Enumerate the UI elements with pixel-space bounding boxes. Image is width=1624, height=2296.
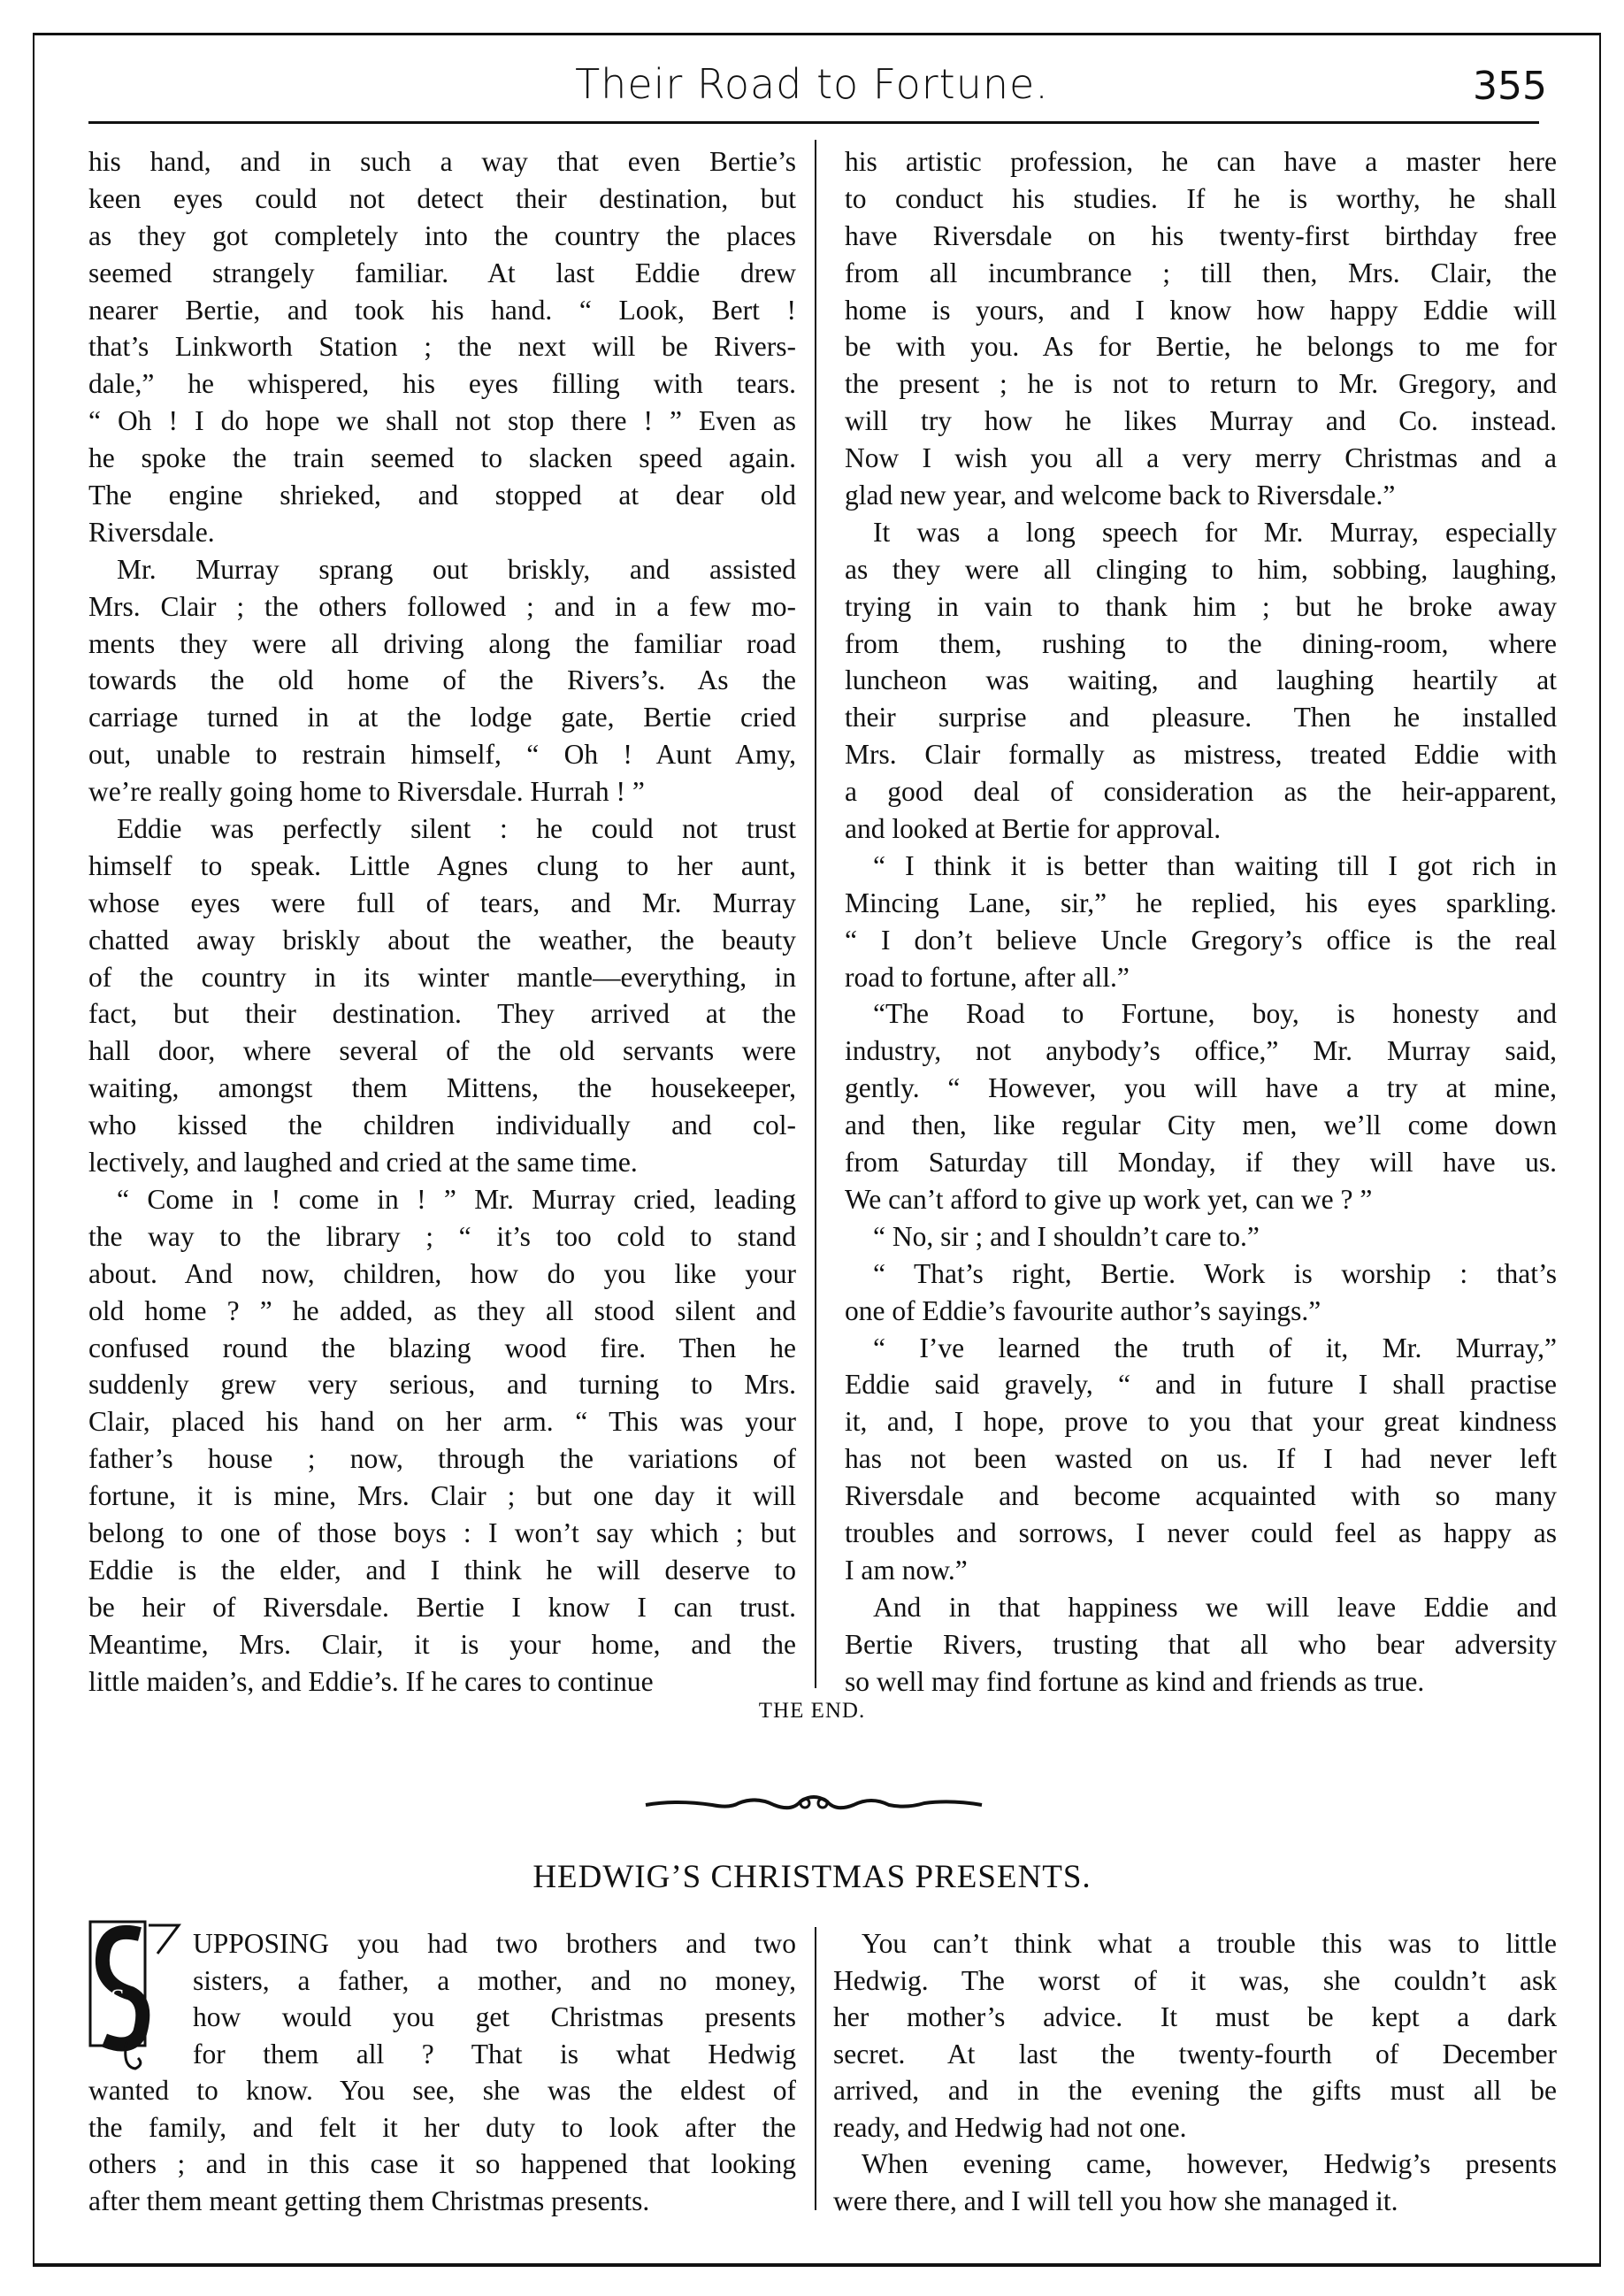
text-line: as they were all clinging to him, sobbing, laughing, — [845, 553, 1557, 585]
text-line: “ That’s right, Bertie. Work is worship : that’s — [873, 1257, 1557, 1289]
text-line: a good deal of consideration as the heir-apparent, — [845, 776, 1557, 808]
text-line: will try how he likes Murray and Co. instead. — [845, 405, 1557, 437]
text-line: whose eyes were full of tears, and Mr. Murray — [88, 887, 796, 918]
text-line: how would you get Christmas presents — [193, 2001, 796, 2032]
header-rule — [88, 121, 1539, 124]
the-end: THE END. — [758, 1699, 866, 1723]
text-line: fortune, it is mine, Mrs. Clair ; but one day it will — [88, 1480, 796, 1512]
text-line: it, and, I hope, prove to you that your great kindness — [845, 1406, 1557, 1438]
text-line: and looked at Bertie for approval. — [845, 813, 1222, 845]
text-line: Eddie was perfectly silent : he could not trust — [117, 813, 796, 845]
text-line: “ I don’t believe Uncle Gregory’s office is the real — [845, 924, 1557, 956]
story2-right-column — [833, 1925, 1557, 2219]
text-line: from all incumbrance ; till then, Mrs. Clair, the — [845, 257, 1557, 288]
text-line: after them meant getting them Christmas presents. — [88, 2185, 650, 2216]
text-line: the way to the library ; “ it’s too cold to stand — [88, 1220, 796, 1252]
text-line: I am now.” — [845, 1554, 968, 1586]
text-line: When evening came, however, Hedwig’s presents — [862, 2148, 1557, 2179]
text-line: Meantime, Mrs. Clair, it is your home, and the — [88, 1628, 796, 1660]
text-line: for them all ? That is what Hedwig — [193, 2038, 796, 2069]
text-line: glad new year, and welcome back to Riversdale.” — [845, 480, 1396, 511]
text-line: others ; and in this case it so happened that looking — [88, 2148, 796, 2179]
text-line: luncheon was waiting, and laughing heartily at — [845, 664, 1557, 696]
text-line: out, unable to restrain himself, “ Oh ! Aunt Amy, — [88, 739, 796, 771]
text-line: “The Road to Fortune, boy, is honesty and — [873, 998, 1557, 1030]
column-divider — [815, 1927, 816, 2210]
text-line: dale,” he whispered, his eyes filling with tears. — [88, 368, 796, 400]
text-line: as they got completely into the country the places — [88, 219, 796, 251]
text-line: so well may find fortune as kind and friends as true. — [845, 1665, 1425, 1697]
text-line: UPPOSING you had two brothers and two — [193, 1928, 796, 1959]
text-line: Mincing Lane, sir,” he replied, his eyes sparkling. — [845, 887, 1557, 918]
text-line: be heir of Riversdale. Bertie I know I can trust. — [88, 1591, 796, 1623]
text-line: “ I think it is better than waiting till I got rich in — [873, 849, 1557, 881]
story1-right-column — [845, 143, 1557, 1700]
svg-text:S: S — [110, 1984, 126, 2013]
text-line: from Saturday till Monday, if they will have us. — [845, 1147, 1557, 1179]
ornament-divider-icon — [641, 1787, 986, 1823]
text-line: we’re really going home to Riversdale. Hurrah ! ” — [88, 776, 645, 808]
text-line: seemed strangely familiar. At last Eddie drew — [88, 257, 796, 288]
text-line: Mr. Murray sprang out briskly, and assisted — [117, 553, 796, 585]
text-line: towards the old home of the Rivers’s. As the — [88, 664, 796, 696]
text-line: the family, and felt it her duty to look after the — [88, 2111, 796, 2143]
text-line: the present ; he is not to return to Mr. Gregory, and — [845, 368, 1557, 400]
text-line: industry, not anybody’s office,” Mr. Murray said, — [845, 1035, 1557, 1067]
text-line: Riversdale and become acquainted with so many — [845, 1480, 1557, 1512]
story1-left-column — [88, 143, 796, 1700]
text-line: from them, rushing to the dining-room, where — [845, 627, 1557, 659]
text-line: waiting, amongst them Mittens, the housekeeper, — [88, 1072, 796, 1104]
page-number: 355 — [1473, 64, 1547, 109]
text-line: nearer Bertie, and took his hand. “ Look, Bert ! — [88, 294, 796, 326]
text-line: trying in vain to thank him ; but he broke away — [845, 590, 1557, 622]
text-line: The engine shrieked, and stopped at dear old — [88, 480, 796, 511]
text-line: his hand, and in such a way that even Bertie’s — [88, 146, 796, 177]
text-line: Eddie said gravely, “ and in future I shall practise — [845, 1369, 1557, 1401]
text-line: Hedwig. The worst of it was, she couldn’t ask — [833, 1964, 1557, 1996]
text-line: be with you. As for Bertie, he belongs to me for — [845, 331, 1557, 363]
text-line: one of Eddie’s favourite author’s sayings.” — [845, 1294, 1321, 1326]
story2-left-column — [88, 1925, 796, 2219]
text-line: “ No, sir ; and I shouldn’t care to.” — [873, 1220, 1260, 1252]
text-line: troubles and sorrows, I never could feel as happy as — [845, 1517, 1557, 1548]
text-line: keen eyes could not detect their destination, but — [88, 182, 796, 214]
text-line: has not been wasted on us. If I had never left — [845, 1443, 1557, 1475]
text-line: belong to one of those boys : I won’t say which ; but — [88, 1517, 796, 1548]
text-line: gently. “ However, you will have a try at mine, — [845, 1072, 1557, 1104]
text-line: and then, like regular City men, we’ll come down — [845, 1110, 1557, 1141]
text-line: wanted to know. You see, she was the eldest of — [88, 2075, 796, 2106]
text-line: his artistic profession, he can have a master here — [845, 146, 1557, 177]
text-line: that’s Linkworth Station ; the next will be Rivers- — [88, 331, 796, 363]
text-line: arrived, and in the evening the gifts must all be — [833, 2075, 1557, 2106]
text-line: ments they were all driving along the familiar road — [88, 627, 796, 659]
text-line: himself to speak. Little Agnes clung to her aunt, — [88, 849, 796, 881]
text-line: ready, and Hedwig had not one. — [833, 2111, 1187, 2143]
text-line: Clair, placed his hand on her arm. “ This was your — [88, 1406, 796, 1438]
text-line: fact, but their destination. They arrived at the — [88, 998, 796, 1030]
text-line: old home ? ” he added, as they all stood silent and — [88, 1294, 796, 1326]
column-divider — [815, 140, 816, 1688]
text-line: to conduct his studies. If he is worthy, he shall — [845, 182, 1557, 214]
text-line: Now I wish you all a very merry Christmas and a — [845, 442, 1557, 474]
text-line: Riversdale. — [88, 516, 215, 548]
text-line: carriage turned in at the lodge gate, Bertie cried — [88, 702, 796, 733]
text-line: Bertie Rivers, trusting that all who bear adversity — [845, 1628, 1557, 1660]
text-line: her mother’s advice. It must be kept a dark — [833, 2001, 1557, 2032]
text-line: suddenly grew very serious, and turning to Mrs. — [88, 1369, 796, 1401]
text-line: Eddie is the elder, and I think he will deserve to — [88, 1554, 796, 1586]
text-line: about. And now, children, how do you like your — [88, 1257, 796, 1289]
text-line: You can’t think what a trouble this was to little — [862, 1928, 1557, 1959]
text-line: confused round the blazing wood fire. Then he — [88, 1332, 796, 1363]
text-line: Mrs. Clair formally as mistress, treated Eddie with — [845, 739, 1557, 771]
text-line: of the country in its winter mantle—everything, in — [88, 961, 796, 993]
text-line: he spoke the train seemed to slacken speed again. — [88, 442, 796, 474]
text-line: hall door, where several of the old servants were — [88, 1035, 796, 1067]
text-line: secret. At last the twenty-fourth of December — [833, 2038, 1557, 2069]
text-line: home is yours, and I know how happy Eddie will — [845, 294, 1557, 326]
text-line: road to fortune, after all.” — [845, 961, 1130, 993]
text-line: lectively, and laughed and cried at the same time. — [88, 1147, 638, 1179]
text-line: “ Come in ! come in ! ” Mr. Murray cried, leading — [117, 1183, 796, 1215]
text-line: chatted away briskly about the weather, the beauty — [88, 924, 796, 956]
text-line: who kissed the children individually and col- — [88, 1110, 796, 1141]
text-line: sisters, a father, a mother, and no money, — [193, 1964, 796, 1996]
text-line: were there, and I will tell you how she managed it. — [833, 2185, 1398, 2216]
text-line: father’s house ; now, through the variations of — [88, 1443, 796, 1475]
text-line: little maiden’s, and Eddie’s. If he cares to continue — [88, 1665, 654, 1697]
text-line: “ Oh ! I do hope we shall not stop there ! ” Even as — [88, 405, 796, 437]
text-line: “ I’ve learned the truth of it, Mr. Murray,” — [873, 1332, 1557, 1363]
text-line: We can’t afford to give up work yet, can we ? ” — [845, 1183, 1373, 1215]
text-line: Mrs. Clair ; the others followed ; and in a few mo- — [88, 590, 796, 622]
text-line: And in that happiness we will leave Eddie and — [873, 1591, 1557, 1623]
text-line: have Riversdale on his twenty-first birthday free — [845, 219, 1557, 251]
text-line: their surprise and pleasure. Then he installed — [845, 702, 1557, 733]
story-title: HEDWIG’S CHRISTMAS PRESENTS. — [532, 1859, 1092, 1895]
running-title: Their Road to Fortune. — [575, 60, 1049, 108]
text-line: It was a long speech for Mr. Murray, especially — [873, 516, 1557, 548]
